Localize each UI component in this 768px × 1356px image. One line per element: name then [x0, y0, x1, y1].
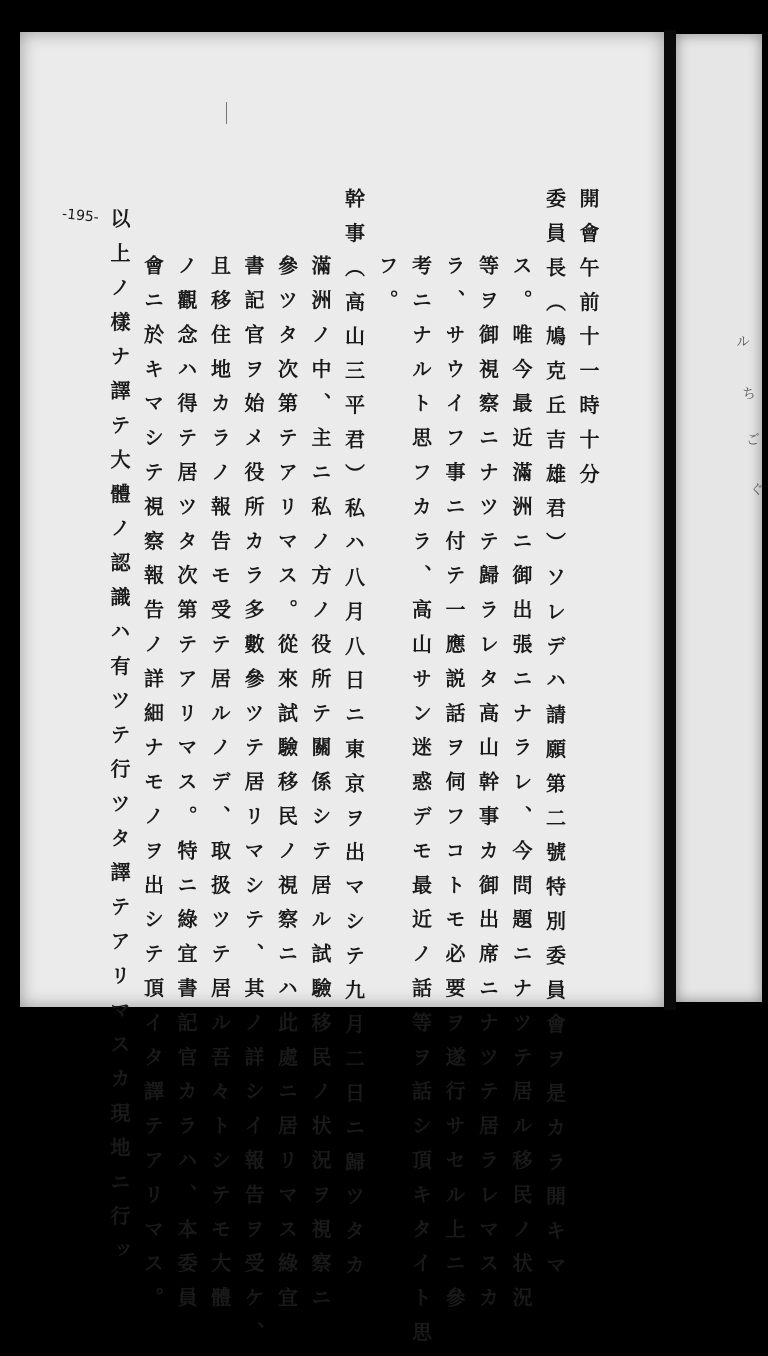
text-column: ノ觀念ハ得テ居ツタ次第テアリマス。特ニ綠宜書記官カラハ、本委員 [174, 255, 198, 1322]
text-column: 開會午前十一時十分 [576, 188, 600, 498]
text-column: 考ニナルト思フカラ、高山サン迷惑デモ最近ノ話等ヲ話シ頂キタイト思 [408, 255, 433, 1356]
text-column: 參ツタ次第テアリマス。從來試驗移民ノ視察ニハ此處ニ居リマス綠宜 [274, 255, 299, 1322]
faint-character: ち [740, 386, 756, 400]
text-column: 幹事（高山三平君）私ハ八月八日ニ東京ヲ出マシテ九月二日ニ歸ツタカ [341, 188, 366, 1289]
page-number-annotation: -195- [61, 206, 100, 226]
text-column: フ。 [375, 255, 399, 324]
text-column: 且移住地カラノ報告モ受テ居ルノデ、取扱ツテ居ル吾々トシテモ大體 [207, 255, 232, 1322]
page-mark [226, 102, 227, 124]
faint-character: ご [744, 432, 760, 446]
faint-character: ル [734, 334, 750, 348]
page-gutter [664, 30, 676, 1010]
faint-character: ぐ [748, 482, 764, 496]
text-column: ス。唯今最近滿洲ニ御出張ニナラレ、今問題ニナツテ居ル移民ノ状況 [509, 255, 533, 1322]
text-column: 書記官ヲ始メ役所カラ多數參ツテ居リマシテ、其ノ詳シイ報告ヲ受ケ、 [241, 255, 265, 1356]
text-column: 會ニ於キマシテ視察報告ノ詳細ナモノヲ出シテ頂イタ譯テアリマス。 [140, 255, 165, 1322]
text-column: 以上ノ樣ナ譯テ大體ノ認識ハ有ツテ行ツタ譯テアリマスカ現地ニ行ッ [107, 208, 131, 1275]
text-column: 委員長（鳩克丘吉雄君）ソレデハ請願第二號特別委員會ヲ是カラ開キマ [542, 188, 567, 1289]
text-column: 滿洲ノ中、主ニ私ノ方ノ役所テ關係シテ居ル試驗移民ノ状況ヲ視察ニ [308, 255, 332, 1322]
facing-page [676, 34, 762, 1002]
text-column: ラ、サウイフ事ニ付テ一應説話ヲ伺フコトモ必要ヲ遂行サセル上ニ參 [442, 255, 466, 1322]
text-column: 等ヲ御視察ニナツテ歸ラレタ高山幹事カ御出席ニナツテ居ラレマスカ [475, 255, 500, 1322]
